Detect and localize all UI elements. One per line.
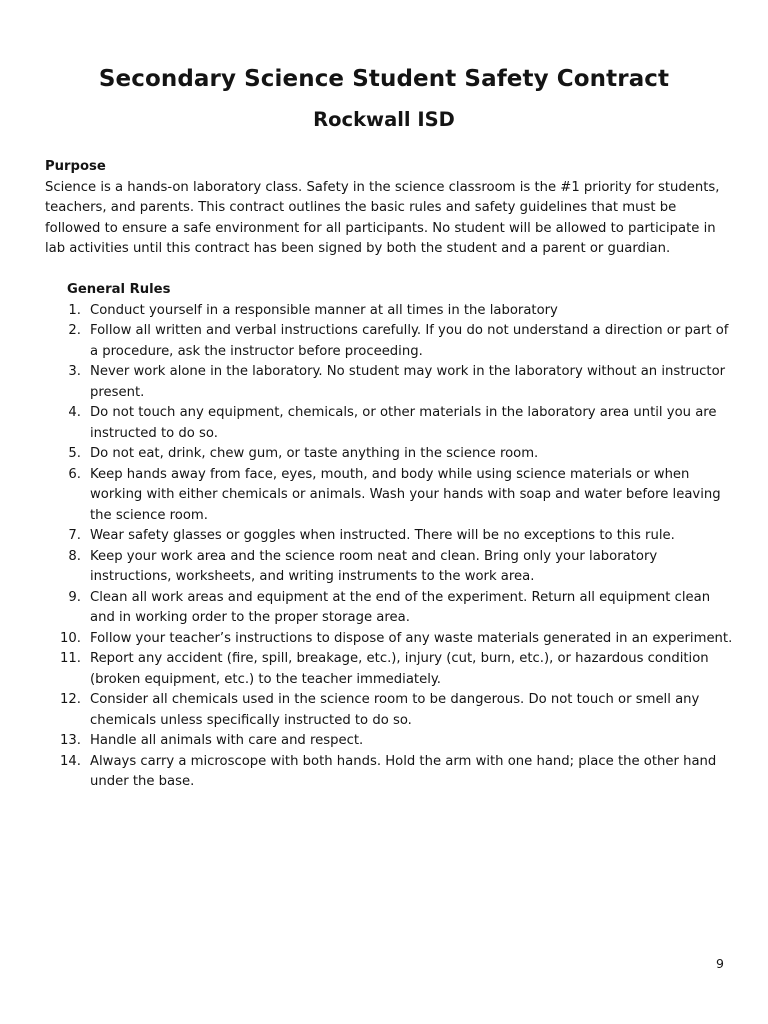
document-title: Secondary Science Student Safety Contract — [98, 66, 670, 92]
rule-number: 9. — [68, 589, 81, 605]
page-number: 9 — [716, 956, 724, 971]
rule-item — [45, 526, 735, 547]
rule-text: Wear safety glasses or goggles when instructed. There will be no exceptions to this rule. — [90, 528, 675, 543]
purpose-body: Science is a hands-on laboratory class. Safety in the science classroom is the #1 priority for students, teachers, and parents. This contract outlines the basic rules and safety guidelines that must be followed to ensure a safe environment for all participants. No student will be allowed to participate in lab activities until this contract has been signed by both the student and a parent or guardian. — [45, 179, 720, 256]
rule-number: 2. — [68, 323, 81, 338]
general-rules-list — [45, 301, 735, 793]
rule-text: Report any accident (fire, spill, breakage, etc.), injury (cut, burn, etc.), or hazardous condition (broken equipment, etc.) to the teacher immediately. — [90, 651, 709, 687]
rule-number: 6. — [68, 466, 81, 482]
rule-number: 13. — [60, 733, 81, 748]
rule-text: Do not touch any equipment, chemicals, or other materials in the laboratory area until you are instructed to do so. — [90, 405, 717, 441]
rule-text: Clean all work areas and equipment at the end of the experiment. Return all equipment clean and in working order to the proper storage area. — [90, 589, 711, 625]
rule-text: Always carry a microscope with both hands. Hold the arm with one hand; place the other hand under the base. — [90, 753, 717, 789]
rule-text: Do not eat, drink, chew gum, or taste anything in the science room. — [90, 446, 539, 461]
rule-item — [45, 362, 735, 403]
rule-item — [45, 629, 735, 650]
general-rules-section — [45, 280, 735, 793]
purpose-heading: Purpose — [45, 159, 106, 174]
rule-item — [45, 731, 735, 752]
rule-text: Consider all chemicals used in the science room to be dangerous. Do not touch or smell any chemicals unless specifically instructed to do so. — [90, 692, 700, 728]
rule-number: 3. — [68, 364, 81, 379]
rule-item — [45, 588, 735, 629]
rule-item — [45, 301, 735, 322]
rule-number: 7. — [68, 528, 81, 543]
rule-item — [45, 321, 735, 362]
rule-item — [45, 649, 735, 690]
rule-number: 4. — [68, 405, 81, 420]
rule-text: Conduct yourself in a responsible manner at all times in the laboratory — [90, 302, 558, 318]
rule-number: 1. — [68, 302, 81, 318]
rule-number: 5. — [68, 446, 81, 461]
rule-number: 10. — [60, 630, 81, 646]
rule-item — [45, 444, 735, 465]
rule-item — [45, 752, 735, 793]
rule-number: 8. — [68, 548, 81, 564]
rule-text: Keep your work area and the science room neat and clean. Bring only your laboratory instructions, worksheets, and writing instruments to the work area. — [90, 548, 658, 584]
purpose-section — [45, 157, 735, 260]
rule-item — [45, 690, 735, 731]
general-rules-heading: General Rules — [67, 282, 171, 297]
rule-item — [45, 547, 735, 588]
rule-item — [45, 403, 735, 444]
rule-text: Follow your teacher’s instructions to dispose of any waste materials generated in an experiment. — [90, 630, 733, 646]
rule-text: Never work alone in the laboratory. No student may work in the laboratory without an instructor present. — [90, 364, 726, 400]
rule-number: 12. — [60, 692, 81, 707]
rule-text: Handle all animals with care and respect. — [90, 733, 364, 748]
rule-item — [45, 465, 735, 527]
document-subtitle: Rockwall ISD — [313, 108, 455, 131]
rule-text: Keep hands away from face, eyes, mouth, and body while using science materials or when working with either chemicals or animals. Wash your hands with soap and water before leaving the science room. — [90, 466, 721, 523]
rule-number: 14. — [60, 753, 81, 769]
rule-text: Follow all written and verbal instructions carefully. If you do not understand a direction or part of a procedure, ask the instructor before proceeding. — [90, 323, 729, 359]
rule-number: 11. — [60, 651, 81, 666]
